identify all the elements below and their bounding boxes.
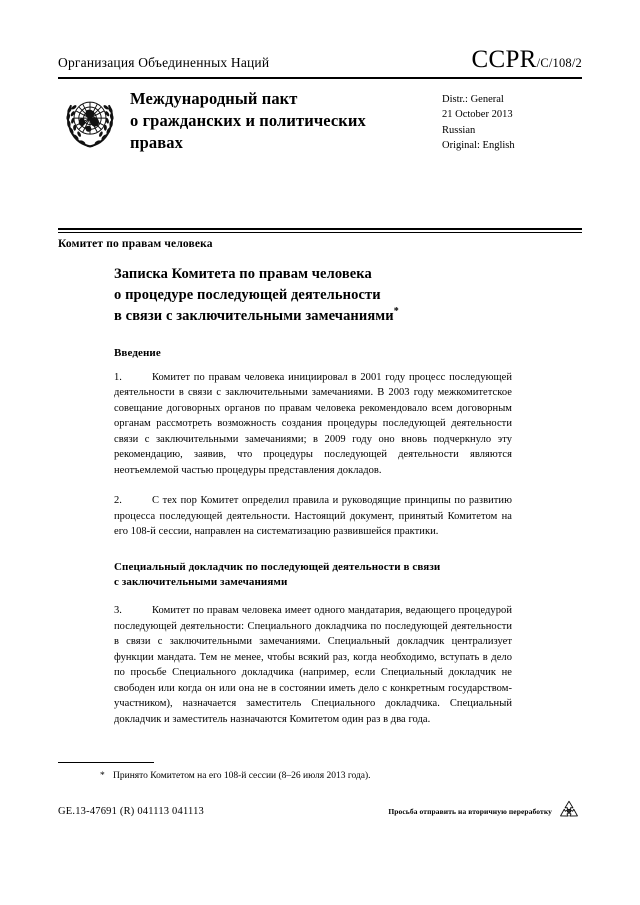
paragraph-1-number: 1. xyxy=(114,371,122,383)
distribution-type: Distr.: General xyxy=(442,94,504,105)
instrument-title-line-2: о гражданских и политических xyxy=(130,110,366,130)
paragraph-3 xyxy=(114,603,512,727)
distribution-date: 21 October 2013 xyxy=(442,109,513,121)
title-footnote-marker: * xyxy=(393,306,399,318)
emblem-cell xyxy=(58,88,130,159)
document-title-line-1: Записка Комитета по правам человека xyxy=(114,266,372,282)
special-rapporteur-heading xyxy=(114,560,512,591)
job-number: GE.13-47691 (R) 041113 041113 xyxy=(58,805,204,817)
document-title xyxy=(114,264,512,327)
document-content xyxy=(114,264,512,727)
distribution-language: Russian xyxy=(442,124,476,136)
footnote-separator-rule xyxy=(58,762,154,763)
committee-name: Комитет по правам человека xyxy=(58,238,213,250)
footnote-text: Принято Комитетом на его 108-й сессии (8–26 июля 2013 года). xyxy=(113,771,371,781)
organization-name: Организация Объединенных Наций xyxy=(58,55,270,70)
organization-line xyxy=(58,46,582,77)
paragraph-3-number: 3. xyxy=(114,605,122,617)
paragraph-1-text: Комитет по правам человека инициировал в 2001 году процесс последующей деятельности в связи с заключительными замечаниями. В 2003 году межкомитетское совещание договорных органов по правам человека рекомендовало всем договорным органам рассмотреть возможность создания процедуры последующей деятельности связи с заключительными замечаниями; в 2009 году оно вновь подчеркнуло эту рекомендацию, заявив, что процедуры последующей деятельности являются неотъемлемой частью процедуры представления докладов. xyxy=(114,371,512,476)
un-emblem-icon xyxy=(58,90,122,154)
special-rapporteur-heading-line-2: с заключительными замечаниями xyxy=(114,576,288,589)
paragraph-1 xyxy=(114,370,512,479)
document-symbol-main: CCPR xyxy=(471,46,537,73)
paragraph-2-number: 2. xyxy=(114,495,122,507)
introduction-heading: Введение xyxy=(114,346,161,359)
instrument-title-line-1: Международный пакт xyxy=(130,89,298,108)
recycle-text: Просьба отправить на вторичную переработку xyxy=(388,806,552,816)
masthead-rule-top xyxy=(58,77,582,79)
distribution-original: Original: English xyxy=(442,140,515,152)
document-title-line-2: о процедуре последующей деятельности xyxy=(114,286,381,303)
document-symbol xyxy=(472,46,583,74)
header-double-rule xyxy=(58,228,582,233)
distribution-block xyxy=(442,88,582,154)
instrument-title xyxy=(130,88,442,154)
header-rule-thick xyxy=(58,228,582,230)
masthead xyxy=(58,46,582,166)
footnote-marker: * xyxy=(100,771,105,781)
special-rapporteur-heading-line-1: Специальный докладчик по последующей деятельности в связи xyxy=(114,560,441,573)
instrument-row xyxy=(58,88,582,166)
header-rule-thin xyxy=(58,232,582,233)
recycle-icon xyxy=(556,798,582,824)
instrument-title-line-3: правах xyxy=(130,132,183,152)
document-title-line-3 xyxy=(114,305,512,326)
paragraph-3-text: Комитет по правам человека имеет одного мандатария, ведающего процедурой последующей деятельности: Специального докладчика по последующей деятельности в связи с заключительными замечаниями. Специальный докладчик централизует функции мандата. Тем не менее, чтобы всякий раз, когда необходимо, вступать в дело по просьбе Специального докладчика (например, если Специальный докладчик не свободен или когда он или она не в состоянии иметь дело с конкретным государством-участником), назначается заместитель Специального докладчика. Специальный докладчик и заместитель назначаются Комитетом один раз в два года. xyxy=(114,605,512,725)
page-footer xyxy=(58,798,582,824)
paragraph-2 xyxy=(114,493,512,540)
recycle-notice xyxy=(388,798,582,824)
paragraph-2-text: С тех пор Комитет определил правила и руководящие принципы по развитию процесса последующей деятельности. Настоящий документ, принятый Комитетом на его 108-й сессии, направлен на систематизацию развившейся практики. xyxy=(114,495,512,538)
document-symbol-suffix: /C/108/2 xyxy=(536,56,582,70)
footnote xyxy=(100,770,520,783)
document-title-line-3-text: в связи с заключительными замечаниями xyxy=(114,307,394,324)
